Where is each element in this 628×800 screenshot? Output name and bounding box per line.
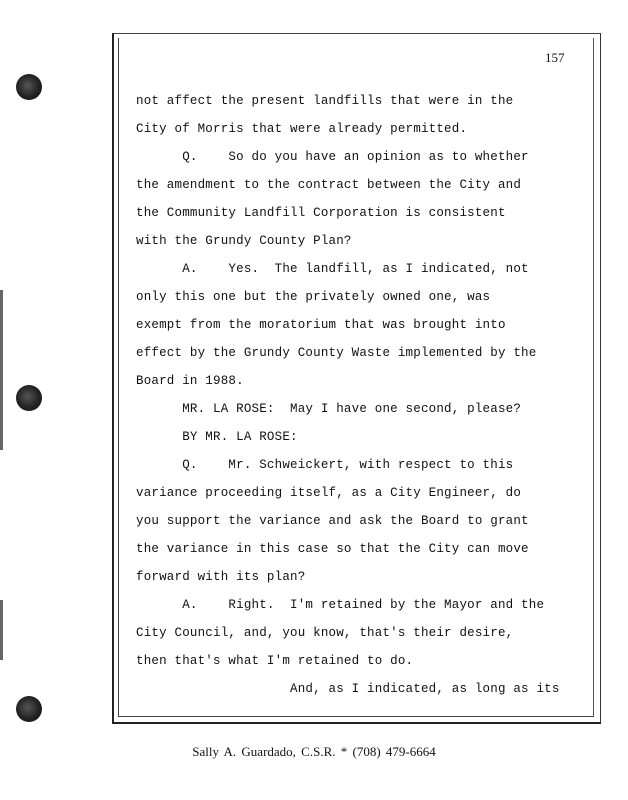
transcript-line: City of Morris that were already permitted. (136, 122, 468, 136)
transcript-line: with the Grundy County Plan? (136, 234, 352, 248)
page-number: 157 (545, 50, 565, 65)
transcript-line: A. Right. I'm retained by the Mayor and the (136, 598, 545, 612)
transcript-line: And, as I indicated, as long as its (136, 682, 560, 696)
transcript-line: A. Yes. The landfill, as I indicated, not (136, 262, 529, 276)
transcript-line: the amendment to the contract between the City and (136, 178, 522, 192)
reporter-footer: Sally A. Guardado, C.S.R. * (708) 479-6664 (192, 744, 436, 759)
transcript-line: BY MR. LA ROSE: (136, 430, 298, 444)
transcript-line: Q. So do you have an opinion as to whether (136, 150, 529, 164)
transcript-line: the Community Landfill Corporation is consistent (136, 206, 506, 220)
transcript-line: exempt from the moratorium that was brought into (136, 318, 506, 332)
scan-edge-mark (0, 600, 3, 660)
transcript-line: Q. Mr. Schweickert, with respect to this (136, 458, 514, 472)
transcript-line: forward with its plan? (136, 570, 306, 584)
transcript-line: the variance in this case so that the City can move (136, 542, 529, 556)
transcript-line: variance proceeding itself, as a City Engineer, do (136, 486, 522, 500)
transcript-line: only this one but the privately owned one, was (136, 290, 491, 304)
transcript-line: you support the variance and ask the Board to grant (136, 514, 529, 528)
transcript-line: City Council, and, you know, that's their desire, (136, 626, 514, 640)
punch-hole (16, 385, 42, 411)
transcript-line: Board in 1988. (136, 374, 244, 388)
transcript-line: MR. LA ROSE: May I have one second, please? (136, 402, 522, 416)
punch-hole (16, 74, 42, 100)
punch-hole (16, 696, 42, 722)
transcript-line: not affect the present landfills that were in the (136, 94, 514, 108)
scan-edge-mark (0, 290, 3, 450)
transcript-line: then that's what I'm retained to do. (136, 654, 414, 668)
transcript-line: effect by the Grundy County Waste implemented by the (136, 346, 537, 360)
